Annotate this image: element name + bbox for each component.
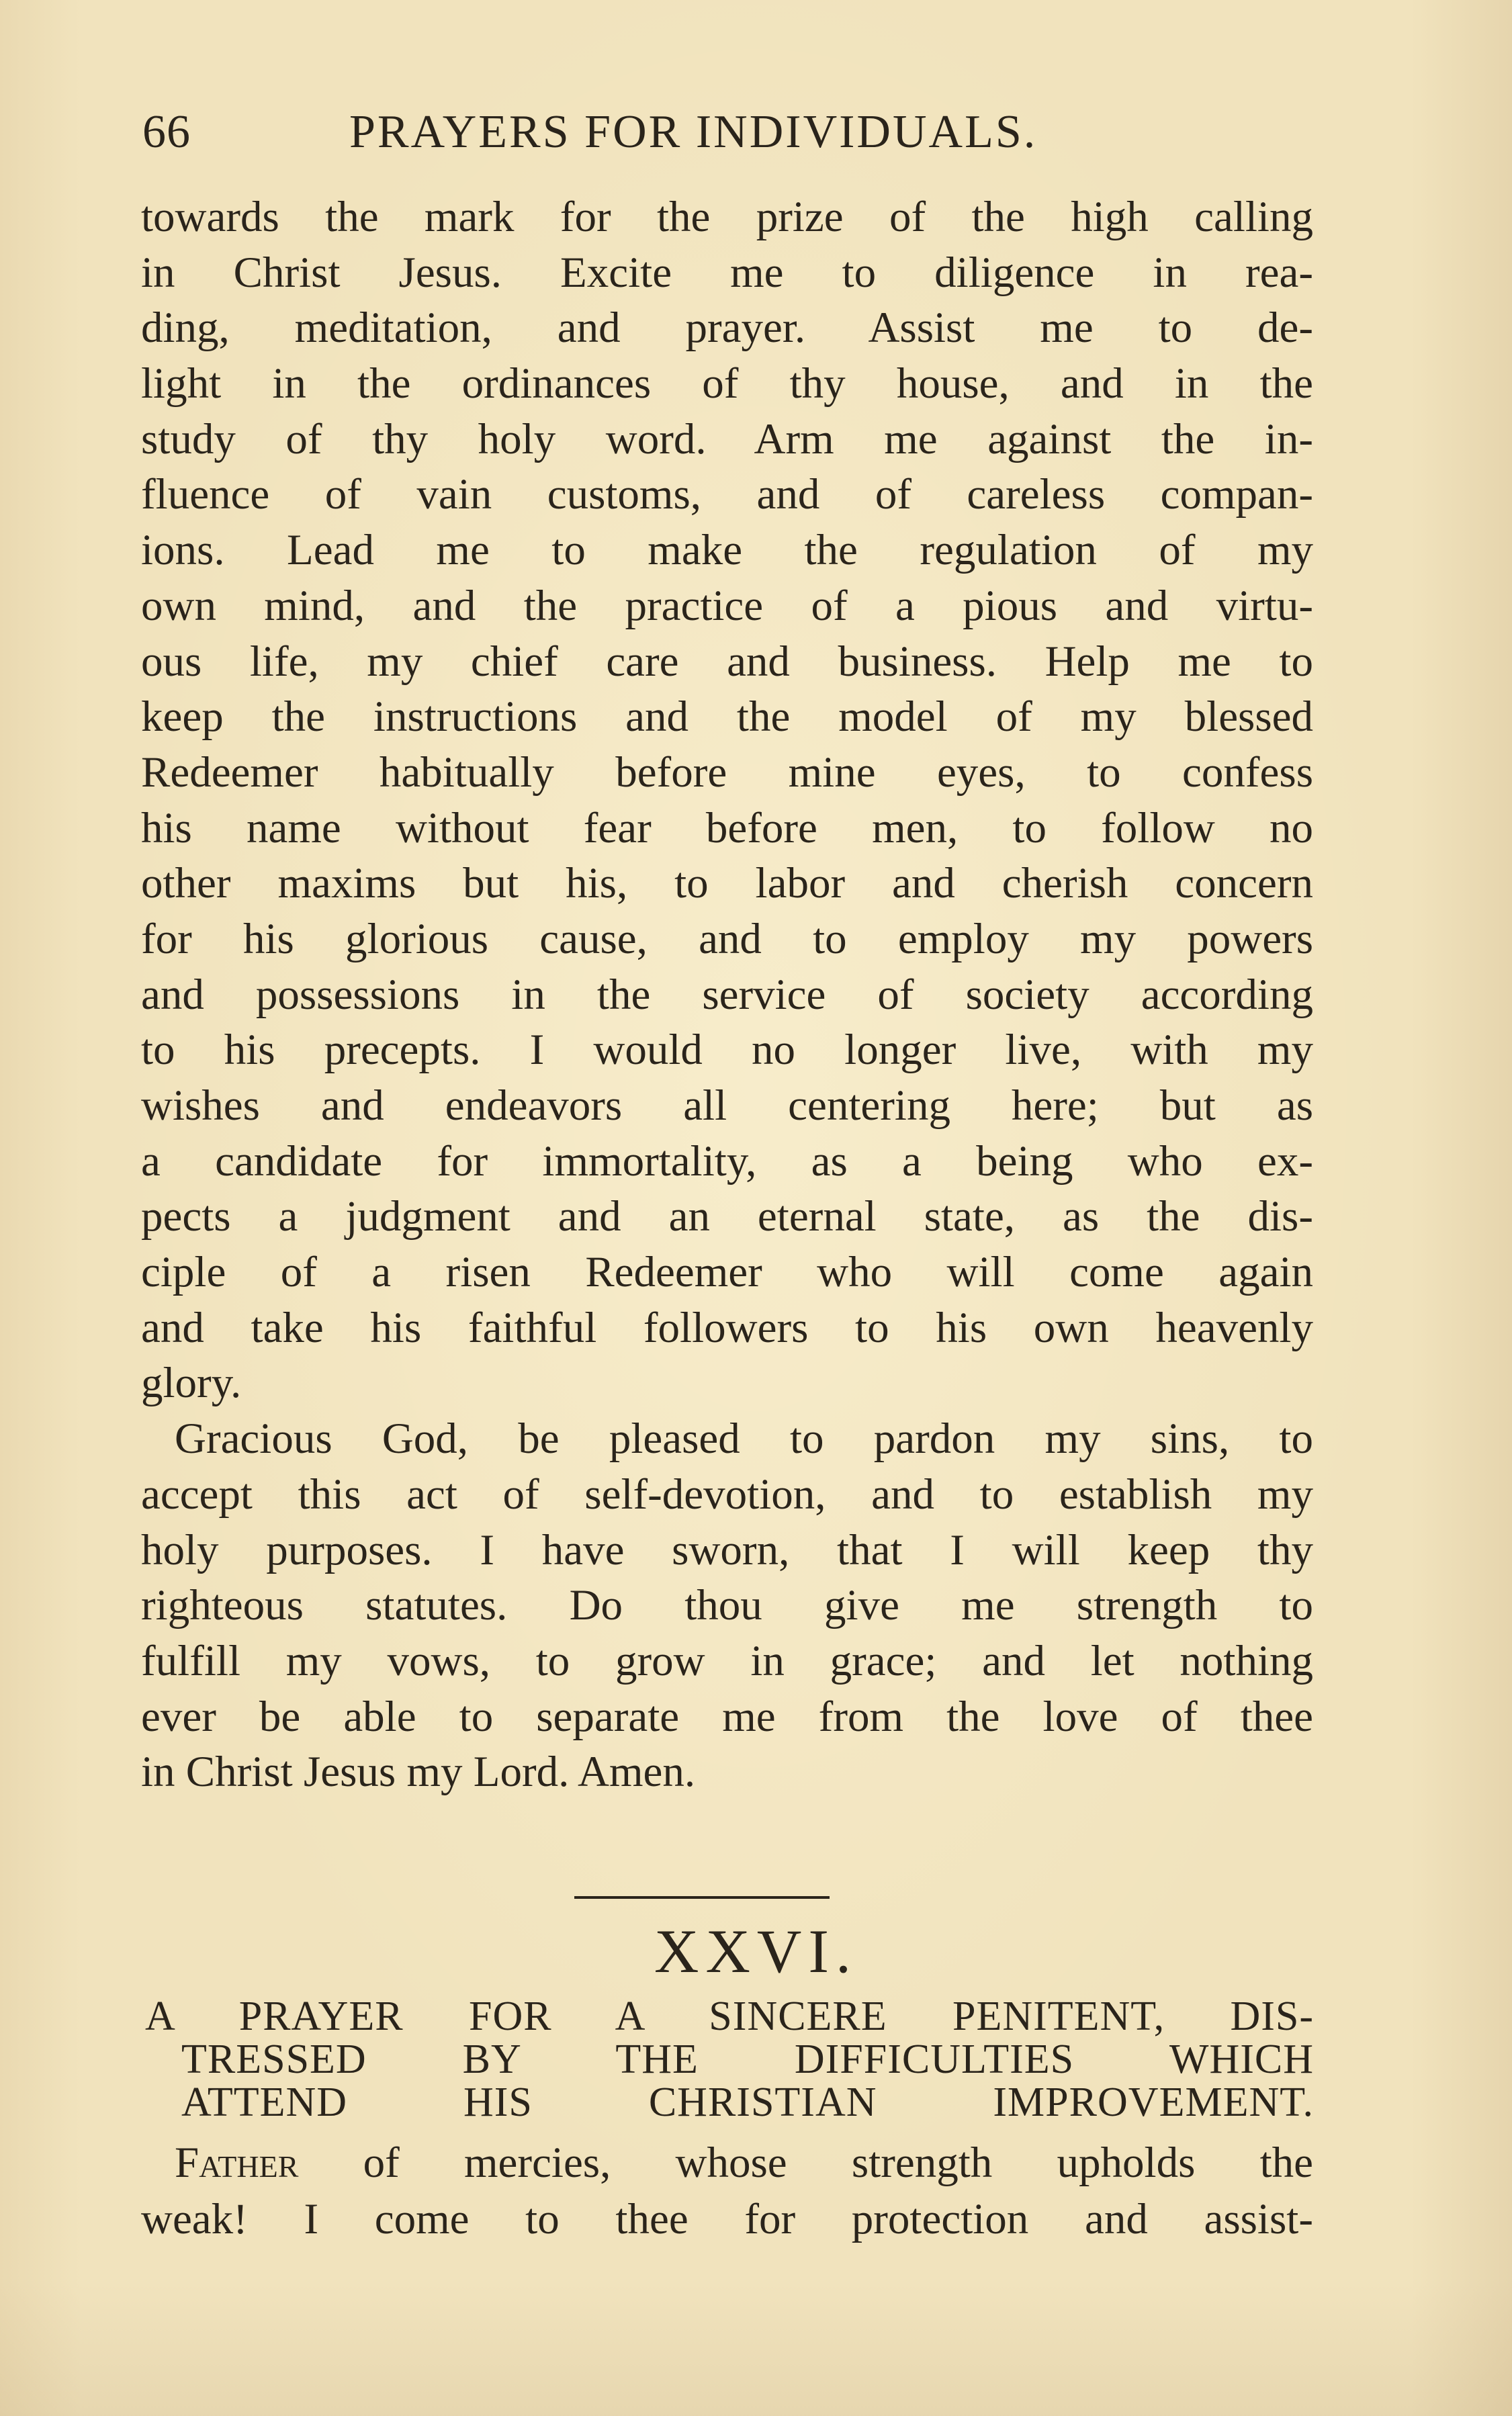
text-line: a candidate for immortality, as a being who ex- bbox=[141, 1136, 1313, 1185]
opening-word: Father bbox=[175, 2139, 299, 2187]
text-line: weak! I come to thee for protection and assist- bbox=[141, 2195, 1313, 2243]
prayer-body-text bbox=[141, 189, 1313, 1800]
section-divider-rule bbox=[574, 1896, 830, 1899]
section-number: XXVI. bbox=[654, 1917, 858, 1985]
text-line: glory. bbox=[141, 1359, 242, 1408]
text-line: fluence of vain customs, and of careless compan- bbox=[141, 470, 1313, 519]
text-line: wishes and endeavors all centering here; but as bbox=[141, 1081, 1313, 1130]
text-line: his name without fear before men, to follow no bbox=[141, 803, 1313, 852]
text-line: and possessions in the service of society according bbox=[141, 970, 1313, 1019]
text-line: light in the ordinances of thy house, and in the bbox=[141, 359, 1313, 408]
text-line: and take his faithful followers to his own heavenly bbox=[141, 1303, 1313, 1352]
text-line bbox=[141, 2135, 1313, 2191]
section-title-line: TRESSED BY THE DIFFICULTIES WHICH bbox=[181, 2037, 1314, 2082]
text-line: in Christ Jesus. Excite me to diligence in rea- bbox=[141, 248, 1313, 297]
text-line: keep the instructions and the model of my blessed bbox=[141, 692, 1313, 742]
text-line: own mind, and the practice of a pious and virtu- bbox=[141, 581, 1313, 630]
section-title-line: A PRAYER FOR A SINCERE PENITENT, DIS- bbox=[145, 1994, 1314, 2039]
text-line: accept this act of self-devotion, and to establish my bbox=[141, 1470, 1313, 1519]
text-line: to his precepts. I would no longer live, with my bbox=[141, 1026, 1313, 1075]
running-head: PRAYERS FOR INDIVIDUALS. bbox=[349, 106, 1038, 158]
text-line: study of thy holy word. Arm me against the in- bbox=[141, 414, 1313, 463]
text-line: Gracious God, be pleased to pardon my sins, to bbox=[175, 1415, 1313, 1464]
text-line: pects a judgment and an eternal state, as the dis- bbox=[141, 1192, 1313, 1241]
text-line: Redeemer habitually before mine eyes, to confess bbox=[141, 748, 1313, 797]
text-line: ever be able to separate me from the love of thee bbox=[141, 1692, 1313, 1741]
text-line: other maxims but his, to labor and cherish concern bbox=[141, 859, 1313, 908]
opening-line-rest: of mercies, whose strength upholds the bbox=[298, 2139, 1313, 2187]
text-line: ciple of a risen Redeemer who will come again bbox=[141, 1248, 1313, 1297]
text-line: fulfill my vows, to grow in grace; and let nothing bbox=[141, 1636, 1313, 1685]
prayer-opening-text bbox=[141, 2135, 1313, 2247]
section-title-line: ATTEND HIS CHRISTIAN IMPROVEMENT. bbox=[181, 2079, 1314, 2125]
text-line: towards the mark for the prize of the high calling bbox=[141, 193, 1313, 241]
page-header bbox=[142, 102, 1325, 163]
text-line: for his glorious cause, and to employ my powers bbox=[141, 914, 1313, 963]
text-line: holy purposes. I have sworn, that I will keep thy bbox=[141, 1525, 1313, 1574]
section-title bbox=[145, 1995, 1314, 2124]
text-line: ions. Lead me to make the regulation of my bbox=[141, 526, 1313, 575]
text-line: ous life, my chief care and business. Help me to bbox=[141, 637, 1313, 686]
text-line: ding, meditation, and prayer. Assist me to de- bbox=[141, 304, 1313, 353]
text-line: in Christ Jesus my Lord. Amen. bbox=[141, 1748, 696, 1797]
page-number: 66 bbox=[142, 106, 191, 158]
text-line: righteous statutes. Do thou give me strength to bbox=[141, 1581, 1313, 1630]
